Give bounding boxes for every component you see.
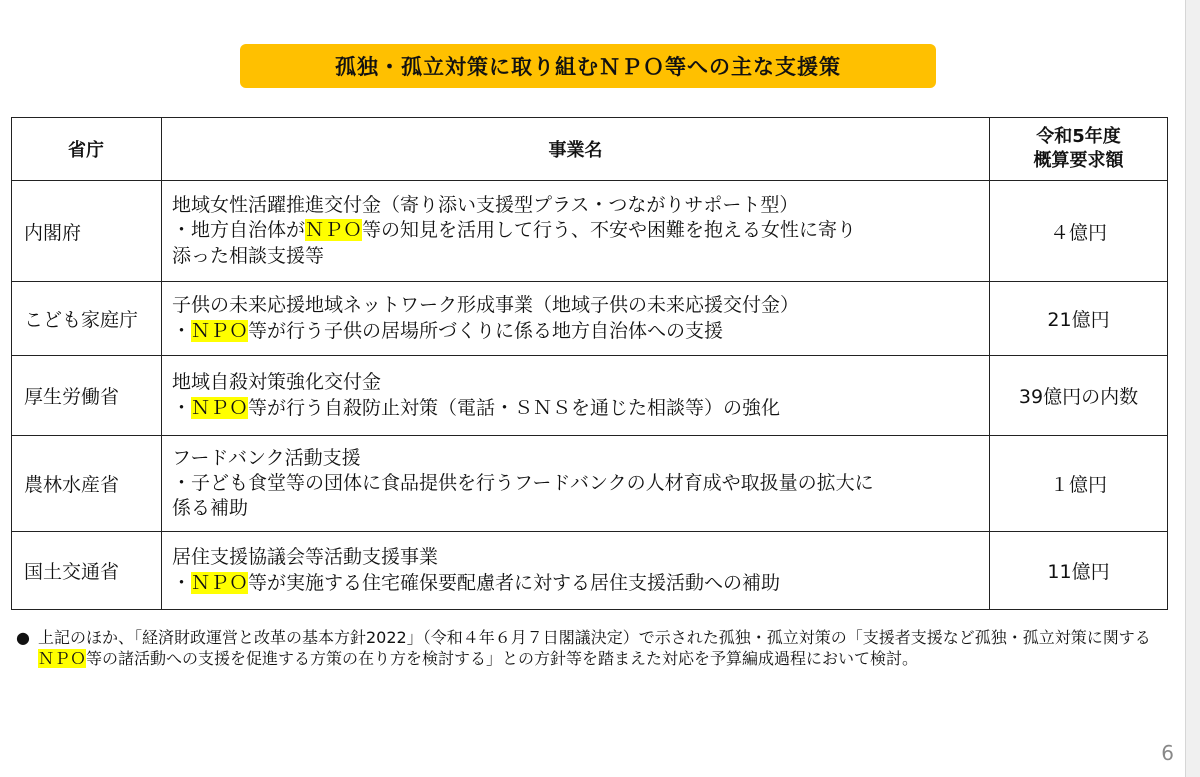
ministry-cell: 農林水産省 <box>12 436 162 532</box>
table-row <box>12 436 1168 532</box>
page-number: 6 <box>1161 741 1174 765</box>
budget-cell: 21億円 <box>990 282 1168 356</box>
footnote-text-part: 等の諸活動への支援を促進する方策の在り方を検討する」との方針等を踏まえた対応を予算編成過程において検討。 <box>86 648 919 668</box>
project-desc-text: ・地方自治体が <box>172 219 306 242</box>
header-budget <box>990 118 1168 181</box>
project-title: フードバンク活動支援 <box>172 446 361 469</box>
npo-highlight: ＮＰＯ <box>191 319 249 342</box>
header-budget-line2: 概算要求額 <box>1033 150 1124 171</box>
budget-cell: 39億円の内数 <box>990 356 1168 436</box>
project-title: 地域自殺対策強化交付金 <box>172 371 382 394</box>
npo-highlight: ＮＰＯ <box>191 396 249 419</box>
vertical-scrollbar[interactable] <box>1185 0 1200 777</box>
project-desc-text: 等が行う子供の居場所づくりに係る地方自治体への支援 <box>248 319 724 342</box>
project-cell <box>162 282 990 356</box>
table-row <box>12 282 1168 356</box>
ministry-cell: 国土交通省 <box>12 532 162 610</box>
footnote-text <box>38 628 1156 670</box>
page-title: 孤独・孤立対策に取り組むＮＰＯ等への主な支援策 <box>240 44 936 88</box>
project-desc-cont: 添った相談支援等 <box>172 244 325 267</box>
support-measures-table <box>11 117 1168 610</box>
npo-highlight: ＮＰＯ <box>191 571 249 594</box>
budget-cell: ４億円 <box>990 181 1168 282</box>
project-desc-text: 等が実施する住宅確保要配慮者に対する居住支援活動への補助 <box>248 571 781 594</box>
project-desc <box>172 396 979 421</box>
project-desc-text: 等が行う自殺防止対策（電話・ＳＮＳを通じた相談等）の強化 <box>248 396 781 419</box>
ministry-cell: 厚生労働省 <box>12 356 162 436</box>
footnote-text-part: 上記のほか、「経済財政運営と改革の基本方針2022」（令和４年６月７日閣議決定）で示された孤独・孤立対策の「支援者支援など孤独・孤立対策に関する <box>38 628 1151 647</box>
header-ministry: 省庁 <box>12 118 162 181</box>
project-cell <box>162 181 990 282</box>
project-title: 子供の未来応援地域ネットワーク形成事業（地域子供の未来応援交付金） <box>172 294 800 317</box>
project-desc <box>172 218 979 243</box>
project-desc-cont: 係る補助 <box>172 497 249 520</box>
project-desc: ・子ども食堂等の団体に食品提供を行うフードバンクの人材育成や取扱量の拡大に <box>172 471 874 494</box>
table-row <box>12 532 1168 610</box>
project-desc <box>172 571 979 596</box>
ministry-cell: こども家庭庁 <box>12 282 162 356</box>
header-project: 事業名 <box>162 118 990 181</box>
project-desc <box>172 319 979 344</box>
project-desc-text: ・ <box>172 571 192 594</box>
budget-cell: １億円 <box>990 436 1168 532</box>
project-desc-text: ・ <box>172 319 192 342</box>
budget-cell: 11億円 <box>990 532 1168 610</box>
table-row <box>12 181 1168 282</box>
project-title: 居住支援協議会等活動支援事業 <box>172 546 439 569</box>
npo-highlight: ＮＰＯ <box>305 219 363 242</box>
project-cell <box>162 436 990 532</box>
ministry-cell: 内閣府 <box>12 181 162 282</box>
table-header-row <box>12 118 1168 181</box>
project-desc-text: 等の知見を活用して行う、不安や困難を抱える女性に寄り <box>362 219 857 242</box>
npo-highlight: ＮＰＯ <box>38 648 87 668</box>
header-budget-line1: 令和5年度 <box>1036 125 1121 147</box>
bullet-icon: ● <box>16 628 30 647</box>
project-cell <box>162 532 990 610</box>
footnote <box>16 628 1156 670</box>
project-title: 地域女性活躍推進交付金（寄り添い支援型プラス・つながりサポート型） <box>172 194 799 217</box>
project-cell <box>162 356 990 436</box>
project-desc-text: ・ <box>172 396 192 419</box>
table-row <box>12 356 1168 436</box>
